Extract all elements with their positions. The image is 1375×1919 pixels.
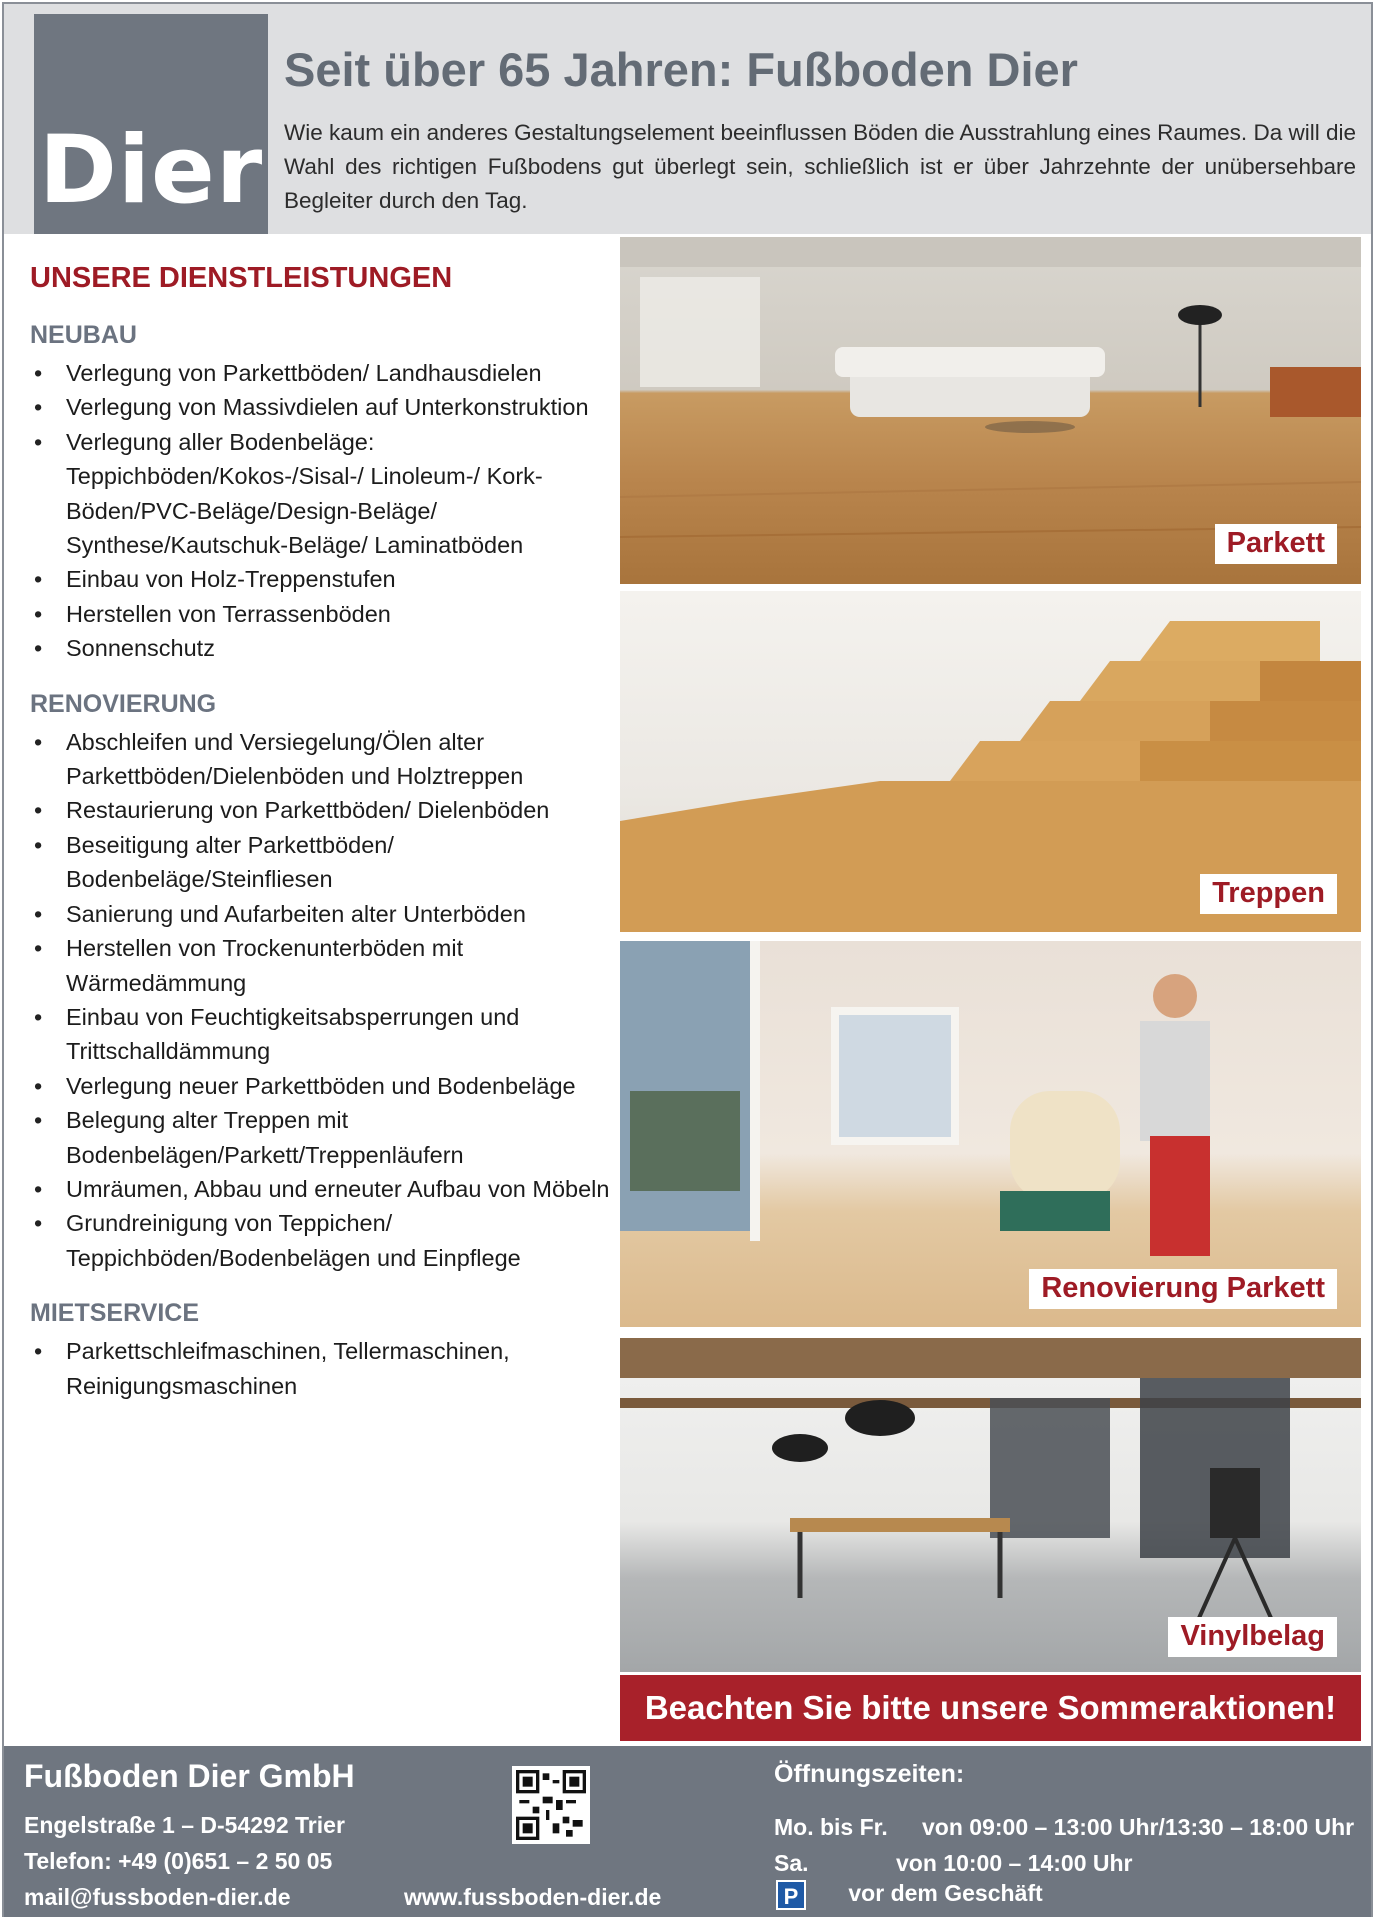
parking-icon: P [776,1880,806,1910]
parking-info [776,1880,1043,1910]
qr-code[interactable] [512,1766,590,1844]
logo-text: Dier [38,116,264,225]
list-item: • Grundreinigung von Teppichen/ Teppichböden/Bodenbelägen und Einpflege [30,1206,610,1275]
phone[interactable]: Telefon: +49 (0)651 – 2 50 05 [24,1848,333,1874]
saturday-label: Sa. [774,1850,809,1876]
list-item: • Umräumen, Abbau und erneuter Aufbau von Möbeln [30,1172,610,1206]
footer [4,1746,1371,1917]
saturday-hours: von 10:00 – 14:00 Uhr [896,1850,1133,1876]
website-link[interactable]: www.fussboden-dier.de [404,1884,662,1910]
renovierung-list [30,725,610,1276]
list-item: • Einbau von Holz-Treppenstufen [30,562,610,596]
parkett-photo [620,237,1361,584]
hours-title: Öffnungszeiten: [774,1760,965,1788]
list-item: • Parkettschleifmaschinen, Tellermaschinen, Reinigungsmaschinen [30,1334,610,1403]
logo [34,14,268,234]
list-item: • Herstellen von Trockenunterböden mit Wärmedämmung [30,931,610,1000]
list-item: • Restaurierung von Parkettböden/ Dielenböden [30,793,610,827]
weekday-label: Mo. bis Fr. [774,1814,888,1840]
renovierung-photo [620,941,1361,1327]
mietservice-heading: MIETSERVICE [30,1299,200,1328]
services-title: UNSERE DIENSTLEISTUNGEN [30,262,453,294]
list-item: • Sonnenschutz [30,631,610,665]
mietservice-list [30,1334,610,1403]
company-name: Fußboden Dier GmbH [24,1758,355,1794]
neubau-list [30,356,610,666]
address: Engelstraße 1 – D-54292 Trier [24,1812,345,1838]
renovierung-heading: RENOVIERUNG [30,689,217,718]
vinyl-photo [620,1338,1361,1672]
list-item: • Belegung alter Treppen mit Bodenbelägen/Parkett/Treppenläufern [30,1103,610,1172]
list-item: • Abschleifen und Versiegelung/Ölen alter Parkettböden/Dielenböden und Holztreppen [30,725,610,794]
treppen-photo [620,591,1361,932]
parkett-label: Parkett [1215,524,1337,564]
list-item: • Einbau von Feuchtigkeitsabsperrungen und Trittschalldämmung [30,1000,610,1069]
renovierung-label: Renovierung Parkett [1029,1269,1337,1309]
promo-banner: Beachten Sie bitte unsere Sommeraktionen! [620,1675,1361,1741]
list-item: • Verlegung von Massivdielen auf Unterkonstruktion [30,390,610,424]
email-link[interactable]: mail@fussboden-dier.de [24,1884,291,1910]
qr-code-icon [516,1770,586,1840]
list-item: • Herstellen von Terrassenböden [30,597,610,631]
list-item: • Sanierung und Aufarbeiten alter Unterböden [30,897,610,931]
page-title: Seit über 65 Jahren: Fußboden Dier [284,43,1078,96]
weekday-hours: von 09:00 – 13:00 Uhr/13:30 – 18:00 Uhr [922,1814,1355,1840]
list-item: • Beseitigung alter Parkettböden/ Bodenbeläge/Steinfliesen [30,828,610,897]
treppen-label: Treppen [1200,874,1337,914]
header [4,4,1371,234]
parking-text: vor dem Geschäft [848,1880,1043,1907]
intro-text: Wie kaum ein anderes Gestaltungselement beeinflussen Böden die Ausstrahlung eines Raumes. Da will die Wahl des richtigen Fußbodens gut überlegt sein, schließlich ist er über Jahrzehnte der unübersehbare Begleiter durch den Tag. [284,120,1356,213]
list-item: • Verlegung von Parkettböden/ Landhausdielen [30,356,610,390]
list-item: • Verlegung aller Bodenbeläge: Teppichböden/Kokos-/Sisal-/ Linoleum-/ Kork-Böden/PVC-Beläge/Design-Beläge/ Synthese/Kautschuk-Beläge/ Laminatböden [30,425,610,563]
services-section [30,262,610,1427]
neubau-heading: NEUBAU [30,321,137,349]
list-item: • Verlegung neuer Parkettböden und Bodenbeläge [30,1069,610,1103]
vinyl-label: Vinylbelag [1168,1617,1337,1657]
